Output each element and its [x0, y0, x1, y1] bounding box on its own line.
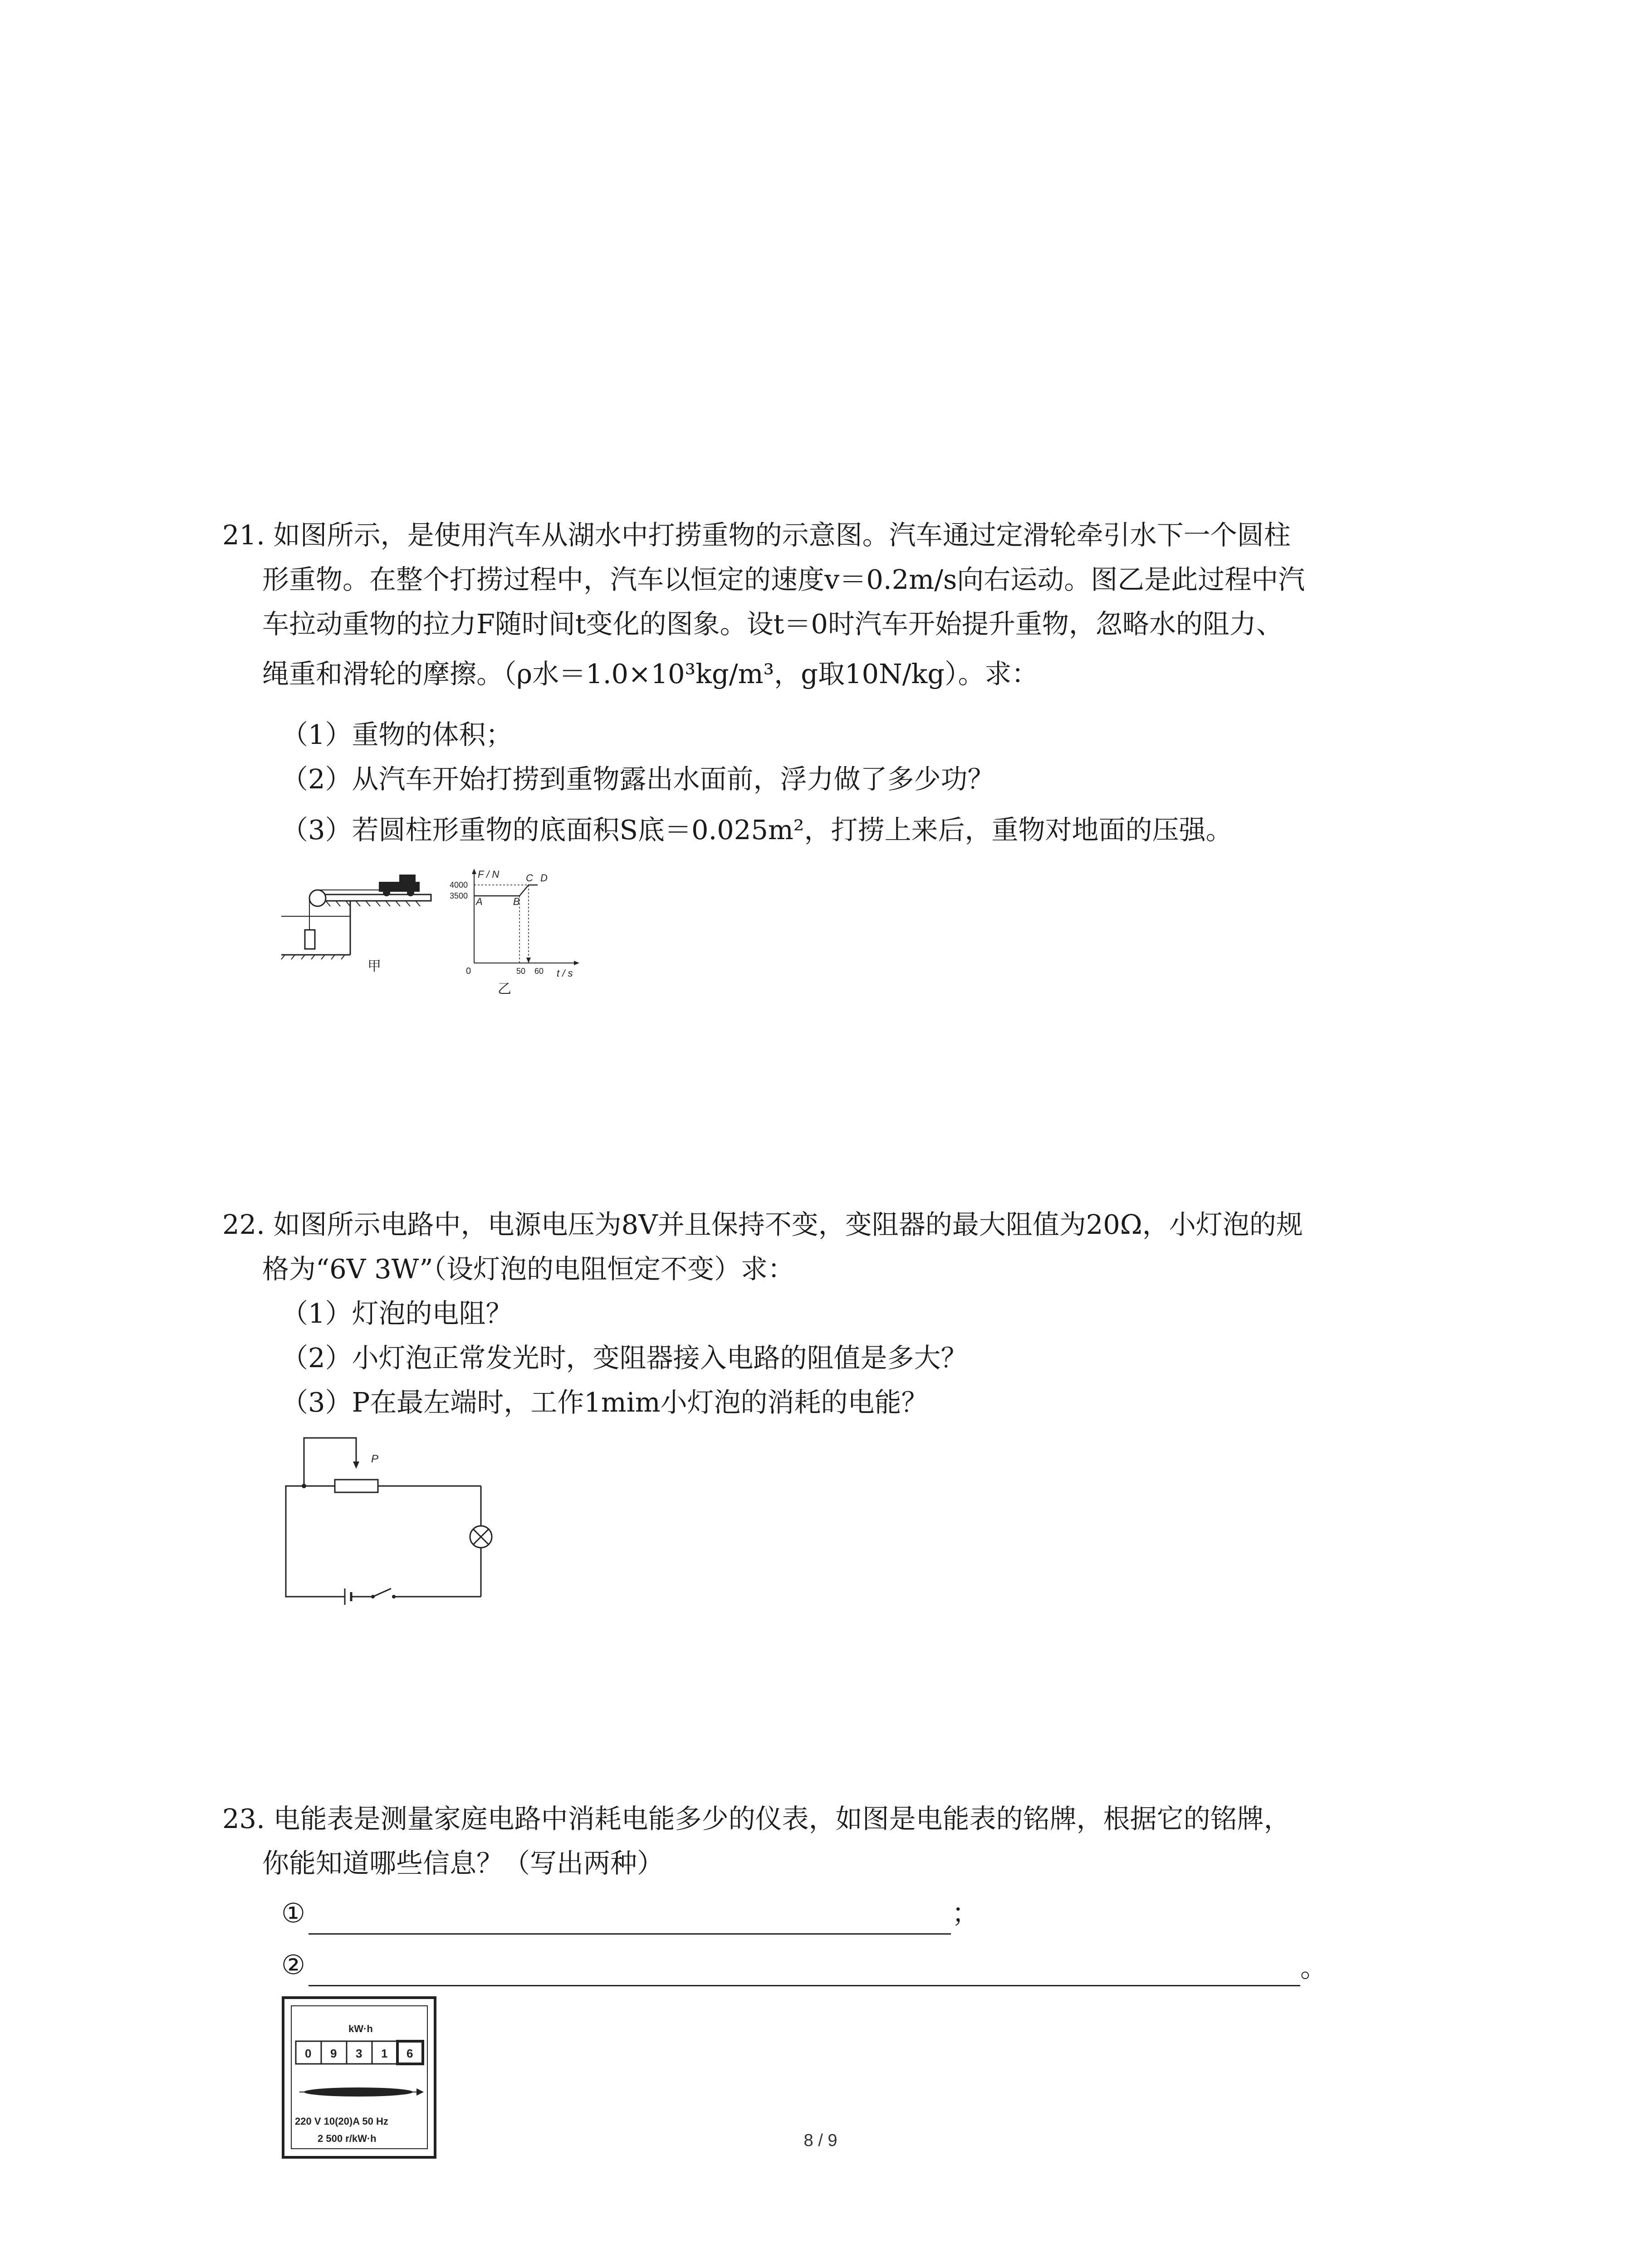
q21-subq-1: （1）重物的体积；: [281, 719, 513, 750]
chart-title-label: 乙: [498, 982, 511, 996]
answer-blank-1[interactable]: [309, 1933, 951, 1935]
y-tick-label: 3500: [450, 891, 468, 900]
car-icon: [379, 875, 420, 896]
q22-subq-1: （1）灯泡的电阻？: [281, 1298, 513, 1329]
series-line: [474, 885, 538, 896]
answer-blank-2[interactable]: [309, 1985, 1300, 1986]
q22-line-2: 格为“6V 3W”（设灯泡的电阻恒定不变）求：: [262, 1253, 794, 1285]
q23-line-2: 你能知道哪些信息？（写出两种）: [262, 1848, 664, 1879]
meter-unit: kW·h: [348, 2023, 373, 2034]
figure-yi-chart: [447, 864, 597, 996]
meter-digit: 3: [356, 2047, 362, 2060]
q22-subq-3: （3）P在最左端时，工作1mim小灯泡的消耗的电能？: [281, 1387, 928, 1418]
answer-blank-2-end: 。: [1300, 1952, 1327, 1983]
lamp-icon: [470, 1526, 492, 1548]
y-axis-label: F / N: [478, 869, 500, 880]
slider-p-label: P: [371, 1453, 379, 1465]
meter-digit: 9: [330, 2047, 337, 2060]
q21-line-1: 21. 如图所示，是使用汽车从湖水中打捞重物的示意图。汽车通过定滑轮牵引水下一个圆柱: [222, 519, 1291, 551]
cylinder-object-icon: [305, 930, 315, 949]
q23-line-1: 23. 电能表是测量家庭电路中消耗电能多少的仪表，如图是电能表的铭牌，根据它的铭牌，: [222, 1803, 1291, 1834]
meter-digit: 6: [407, 2047, 413, 2060]
figure-jia-label: 甲: [367, 959, 381, 974]
answer-blank-1-marker: ①: [281, 1897, 305, 1929]
battery-icon: [345, 1589, 351, 1605]
q21-line-2: 形重物。在整个打捞过程中，汽车以恒定的速度v＝0.2m/s向右运动。图乙是此过程中汽: [262, 564, 1305, 595]
pulley-icon: [309, 890, 326, 906]
figure-jia: [272, 862, 445, 980]
meter-digit: 1: [381, 2047, 388, 2060]
y-tick-label: 4000: [450, 880, 468, 890]
meter-constant: 2 500 r/kW·h: [318, 2133, 377, 2144]
meter-rating: 220 V 10(20)A 50 Hz: [295, 2116, 388, 2127]
origin-label: 0: [466, 966, 471, 976]
x-tick-label: 50: [516, 967, 526, 976]
meter-digit: 0: [305, 2047, 312, 2060]
figure-circuit: [277, 1429, 504, 1606]
q22-line-1: 22. 如图所示电路中，电源电压为8V并且保持不变，变阻器的最大阻值为20Ω，小灯泡的规: [222, 1209, 1303, 1240]
page-number: 8 / 9: [803, 2131, 838, 2150]
q21-subq-2: （2）从汽车开始打捞到重物露出水面前，浮力做了多少功？: [281, 763, 994, 795]
answer-blank-1-end: ；: [952, 1897, 979, 1929]
x-axis-label: t / s: [557, 968, 573, 979]
q22-subq-2: （2）小灯泡正常发光时，变阻器接入电路的阻值是多大？: [281, 1342, 968, 1374]
point-label: B: [513, 896, 520, 907]
answer-blank-2-marker: ②: [281, 1949, 305, 1980]
x-tick-label: 60: [534, 967, 544, 976]
guide-arrow: [526, 958, 531, 963]
point-label: C: [526, 872, 533, 884]
switch-icon: [371, 1589, 396, 1598]
point-label: A: [476, 896, 483, 907]
rheostat-icon: [335, 1480, 378, 1492]
q21-subq-3: （3）若圆柱形重物的底面积S底＝0.025m²，打捞上来后，重物对地面的压强。: [281, 814, 1233, 846]
q21-line-3: 车拉动重物的拉力F随时间t变化的图象。设t＝0时汽车开始提升重物，忽略水的阻力、: [262, 608, 1283, 640]
q21-line-4: 绳重和滑轮的摩擦。（ρ水＝1.0×10³kg/m³，g取10N/kg）。求：: [262, 658, 1038, 689]
point-label: D: [540, 872, 548, 884]
